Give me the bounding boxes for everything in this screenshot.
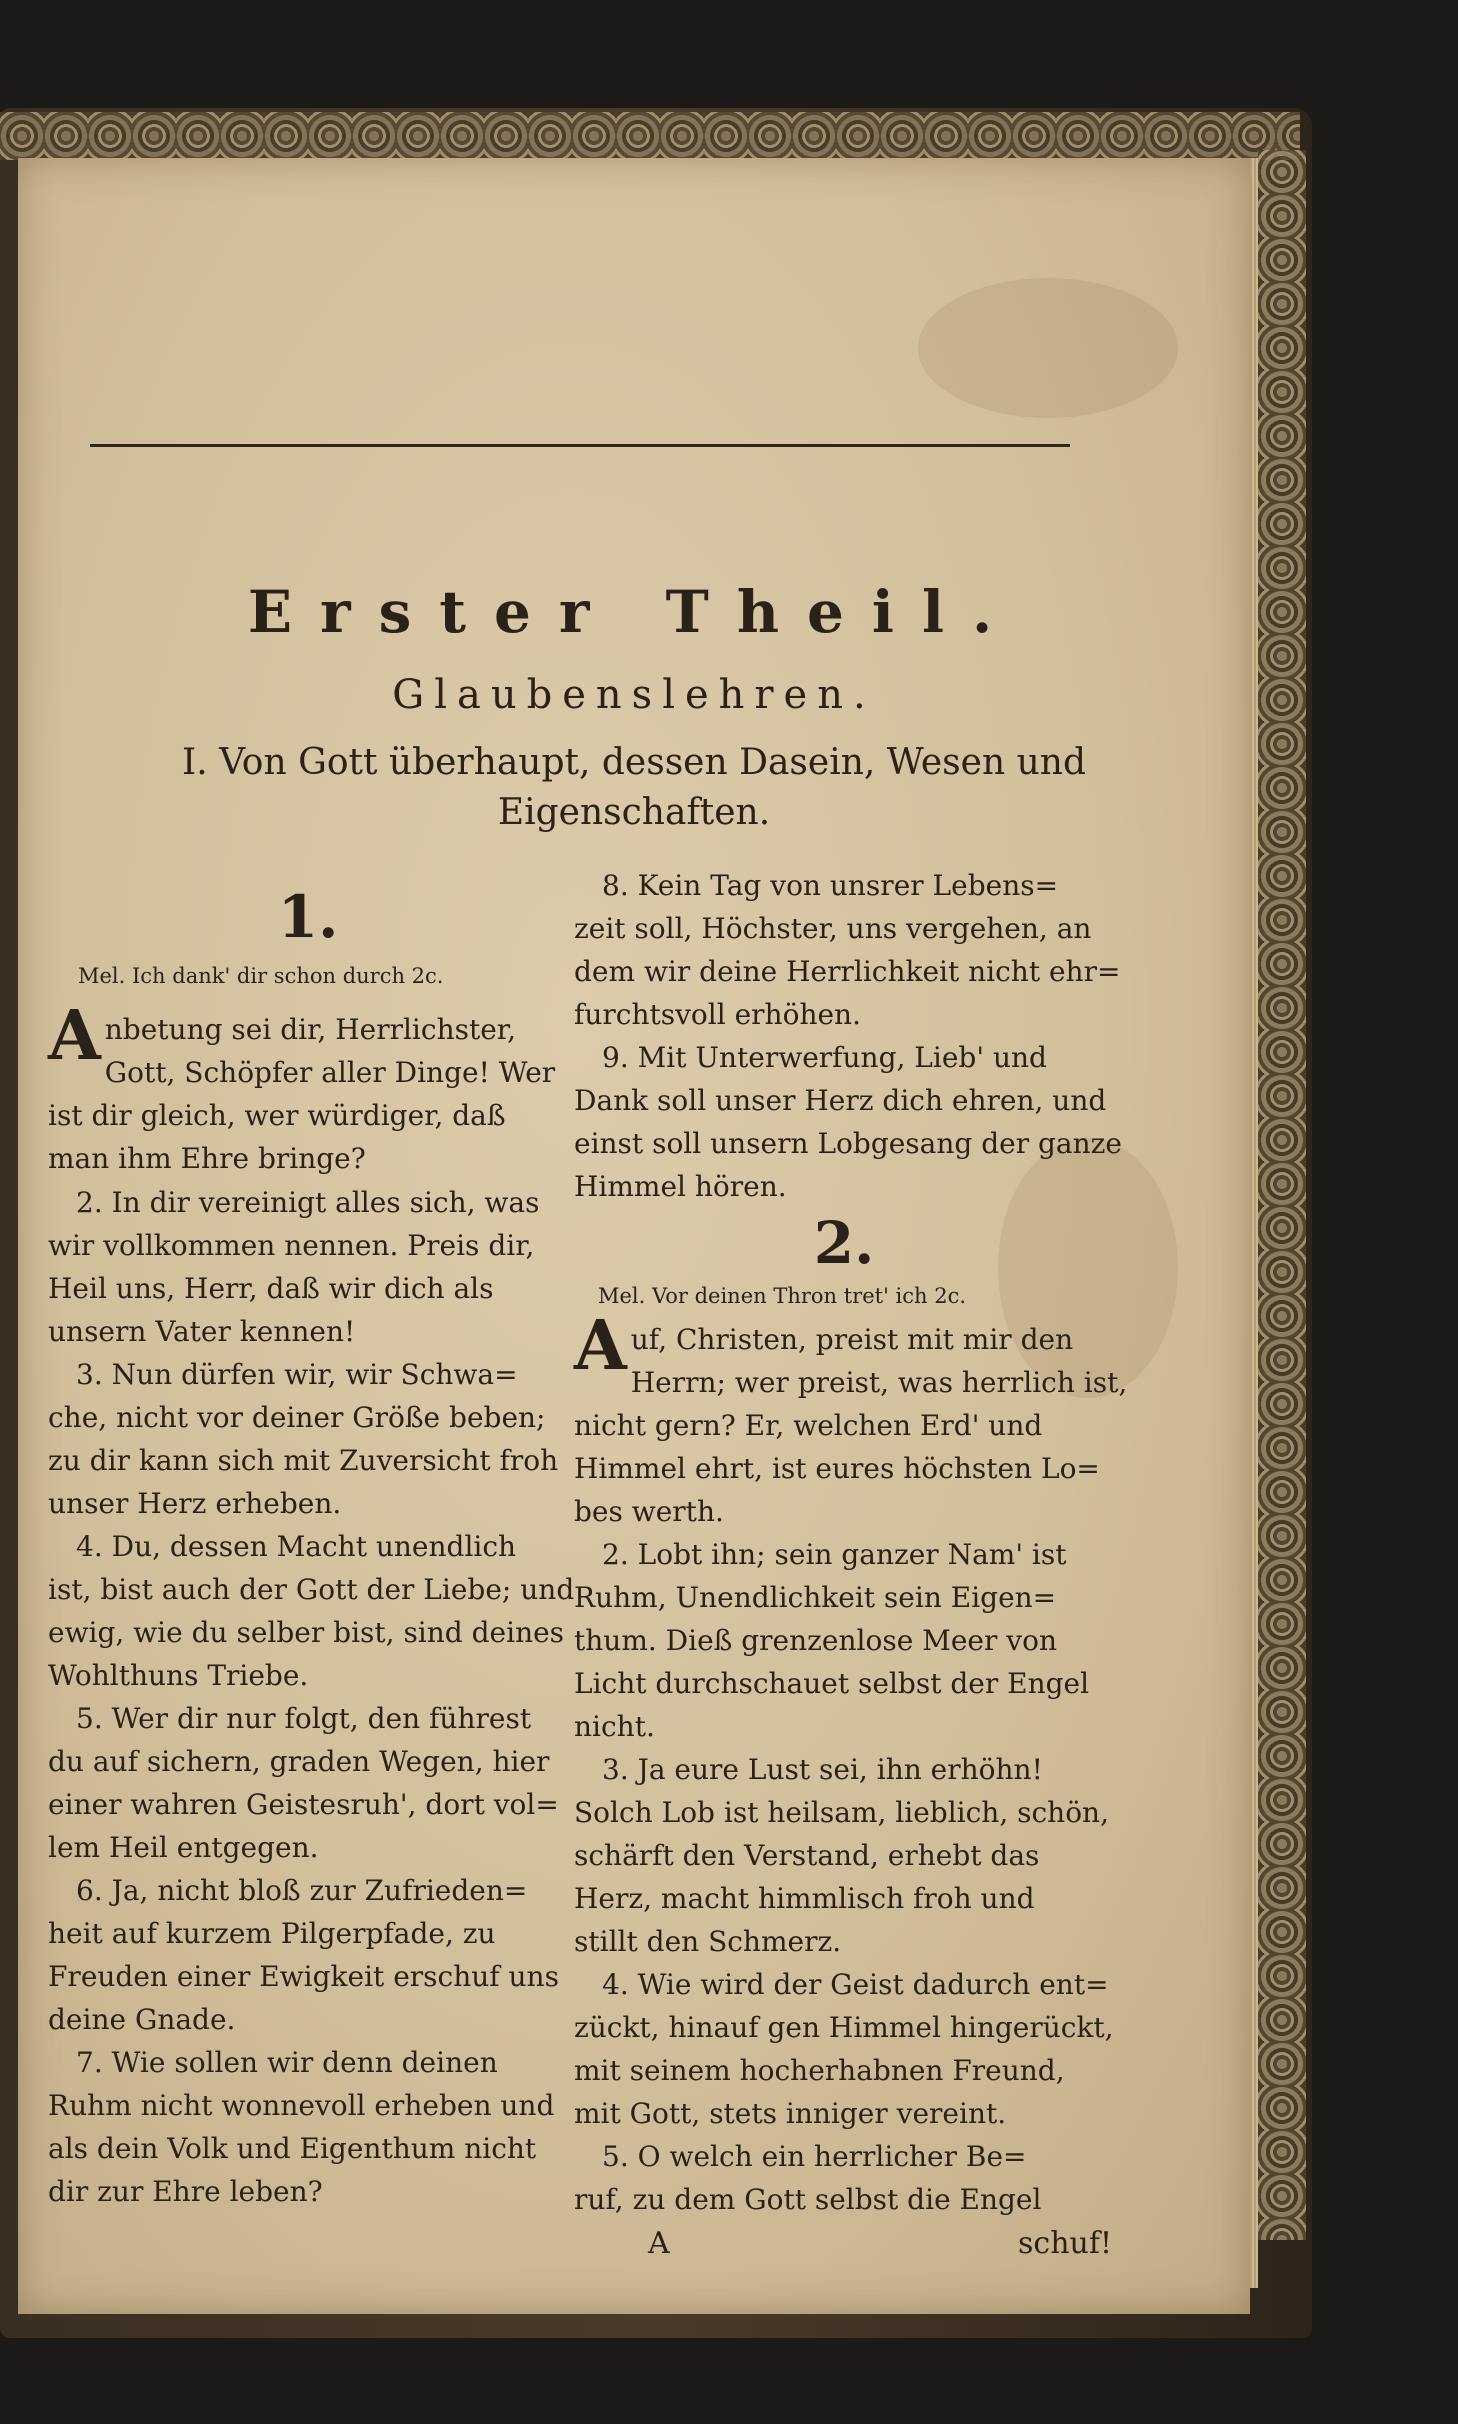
verse-9	[574, 1036, 1122, 1208]
verse-line: 4. Wie wird der Geist dadurch ent=	[602, 1968, 1109, 2001]
verse-line: schärft den Verstand, erhebt das	[574, 1839, 1040, 1872]
verse-line: Herz, macht himmlisch froh und	[574, 1882, 1035, 1915]
chapter-heading-line1: I. Von Gott überhaupt, dessen Dasein, Wesen und	[181, 742, 1086, 783]
verse-line: ruf, zu dem Gott selbst die Engel	[574, 2183, 1042, 2216]
verse-line: dir zur Ehre leben?	[48, 2175, 323, 2208]
verse-line: che, nicht vor deiner Größe beben;	[48, 1401, 546, 1434]
right-column	[574, 706, 1128, 2221]
chapter-heading-line2: Eigenschaften.	[497, 792, 771, 833]
verse-line: unser Herz erheben.	[48, 1487, 342, 1520]
verse-line: ewig, wie du selber bist, sind deines	[48, 1616, 565, 1649]
verse-line: ist dir gleich, wer würdiger, daß	[48, 1099, 506, 1132]
verse-line: stillt den Schmerz.	[574, 1925, 842, 1958]
verse-line: man ihm Ehre bringe?	[48, 1142, 366, 1175]
verse-line: Wohlthuns Triebe.	[48, 1659, 309, 1692]
verse-line: zu dir kann sich mit Zuversicht froh	[48, 1444, 559, 1477]
verse-line: 2. In dir vereinigt alles sich, was	[76, 1186, 540, 1219]
verse-line: du auf sichern, graden Wegen, hier	[48, 1745, 550, 1778]
verse-line: Heil uns, Herr, daß wir dich als	[48, 1272, 494, 1305]
verse-line: 6. Ja, nicht bloß zur Zufrieden=	[76, 1874, 528, 1907]
verse-line: 8. Kein Tag von unsrer Lebens=	[602, 869, 1059, 902]
ornamental-top-border	[0, 112, 1300, 160]
hymn2-verse-4	[574, 1963, 1114, 2135]
book-page	[18, 158, 1250, 2314]
signature-mark: A	[648, 2226, 670, 2261]
hymn-number: 1.	[277, 883, 339, 951]
hymn2-verse-5	[574, 2135, 1114, 2221]
verse-7	[48, 2041, 568, 2213]
verse-line: nicht gern? Er, welchen Erd' und	[574, 1409, 1043, 1442]
verse-4	[48, 1525, 575, 1697]
verse-line: uf, Christen, preist mit mir den	[630, 1323, 1074, 1356]
part-subtitle: Glaubenslehren.	[392, 672, 876, 718]
header-rule	[90, 444, 1070, 447]
verse-line: Ruhm nicht wonnevoll erheben und	[48, 2089, 555, 2122]
verse-line: mit Gott, stets inniger vereint.	[574, 2097, 1007, 2130]
verse-2	[48, 1181, 568, 1353]
verse-line: nicht.	[574, 1710, 655, 1743]
verse-line: lem Heil entgegen.	[48, 1831, 319, 1864]
hymn2-verse-3	[574, 1748, 1114, 1963]
catchword: schuf!	[1018, 2226, 1112, 2261]
verse-6	[48, 1869, 568, 2041]
verse-line: Freuden einer Ewigkeit erschuf uns	[48, 1960, 559, 1993]
verse-line: nbetung sei dir, Herrlichster,	[104, 1013, 517, 1046]
verse-line: Ruhm, Unendlichkeit sein Eigen=	[574, 1581, 1057, 1614]
verse-line: 7. Wie sollen wir denn deinen	[76, 2046, 498, 2079]
verse-line: wir vollkommen nennen. Preis dir,	[48, 1229, 535, 1262]
verse-line: zeit soll, Höchster, uns vergehen, an	[574, 912, 1092, 945]
verse-3	[48, 1353, 568, 1525]
ornamental-spine-border	[1258, 150, 1306, 2240]
verse-line: ist, bist auch der Gott der Liebe; und	[48, 1573, 575, 1606]
verse-line: deine Gnade.	[48, 2003, 236, 2036]
verse-line: Himmel ehrt, ist eures höchsten Lo=	[574, 1452, 1100, 1485]
verse-line: furchtsvoll erhöhen.	[574, 998, 861, 1031]
hymn2-verse-2	[574, 1533, 1114, 1748]
verse-line: Solch Lob ist heilsam, lieblich, schön,	[574, 1796, 1109, 1829]
hymn-number: 2.	[813, 1209, 875, 1277]
verse-line: Himmel hören.	[574, 1170, 787, 1203]
verse-line: Dank soll unser Herz dich ehren, und	[574, 1084, 1107, 1117]
verse-line: mit seinem hocherhabnen Freund,	[574, 2054, 1065, 2087]
part-title: Erster Theil.	[247, 578, 1021, 646]
verse-line: 5. Wer dir nur folgt, den führest	[76, 1702, 532, 1735]
verse-line: heit auf kurzem Pilgerpfade, zu	[48, 1917, 496, 1950]
verse-line: 9. Mit Unterwerfung, Lieb' und	[602, 1041, 1047, 1074]
verse-line: Gott, Schöpfer aller Dinge! Wer	[104, 1056, 556, 1089]
drop-cap: A	[574, 1306, 627, 1386]
verse-line: als dein Volk und Eigenthum nicht	[48, 2132, 537, 2165]
verse-line: 2. Lobt ihn; sein ganzer Nam' ist	[602, 1538, 1067, 1571]
verse-8	[574, 864, 1121, 1036]
verse-line: zückt, hinauf gen Himmel hingerückt,	[574, 2011, 1114, 2044]
verse-line: thum. Dieß grenzenlose Meer von	[574, 1624, 1057, 1657]
melody-note: Mel. Ich dank' dir schon durch 2c.	[78, 964, 444, 988]
verse-line: Herrn; wer preist, was herrlich ist,	[630, 1366, 1128, 1399]
verse-line: 3. Ja eure Lust sei, ihn erhöhn!	[602, 1753, 1043, 1786]
melody-note: Mel. Vor deinen Thron tret' ich 2c.	[598, 1284, 967, 1308]
drop-cap: A	[48, 996, 101, 1076]
verse-1	[48, 996, 568, 1180]
verse-line: 3. Nun dürfen wir, wir Schwa=	[76, 1358, 518, 1391]
hymn2-verse-1	[574, 1306, 1128, 1533]
verse-line: 4. Du, dessen Macht unendlich	[76, 1530, 517, 1563]
verse-line: unsern Vater kennen!	[48, 1315, 356, 1348]
verse-line: einst soll unsern Lobgesang der ganze	[574, 1127, 1122, 1160]
verse-line: einer wahren Geistesruh', dort vol=	[48, 1788, 559, 1821]
verse-line: 5. O welch ein herrlicher Be=	[602, 2140, 1027, 2173]
verse-line: Licht durchschauet selbst der Engel	[574, 1667, 1090, 1700]
left-column	[48, 882, 575, 2213]
paper-stain	[918, 278, 1178, 418]
verse-line: bes werth.	[574, 1495, 724, 1528]
verse-line: dem wir deine Herrlichkeit nicht ehr=	[574, 955, 1121, 988]
verse-5	[48, 1697, 568, 1869]
